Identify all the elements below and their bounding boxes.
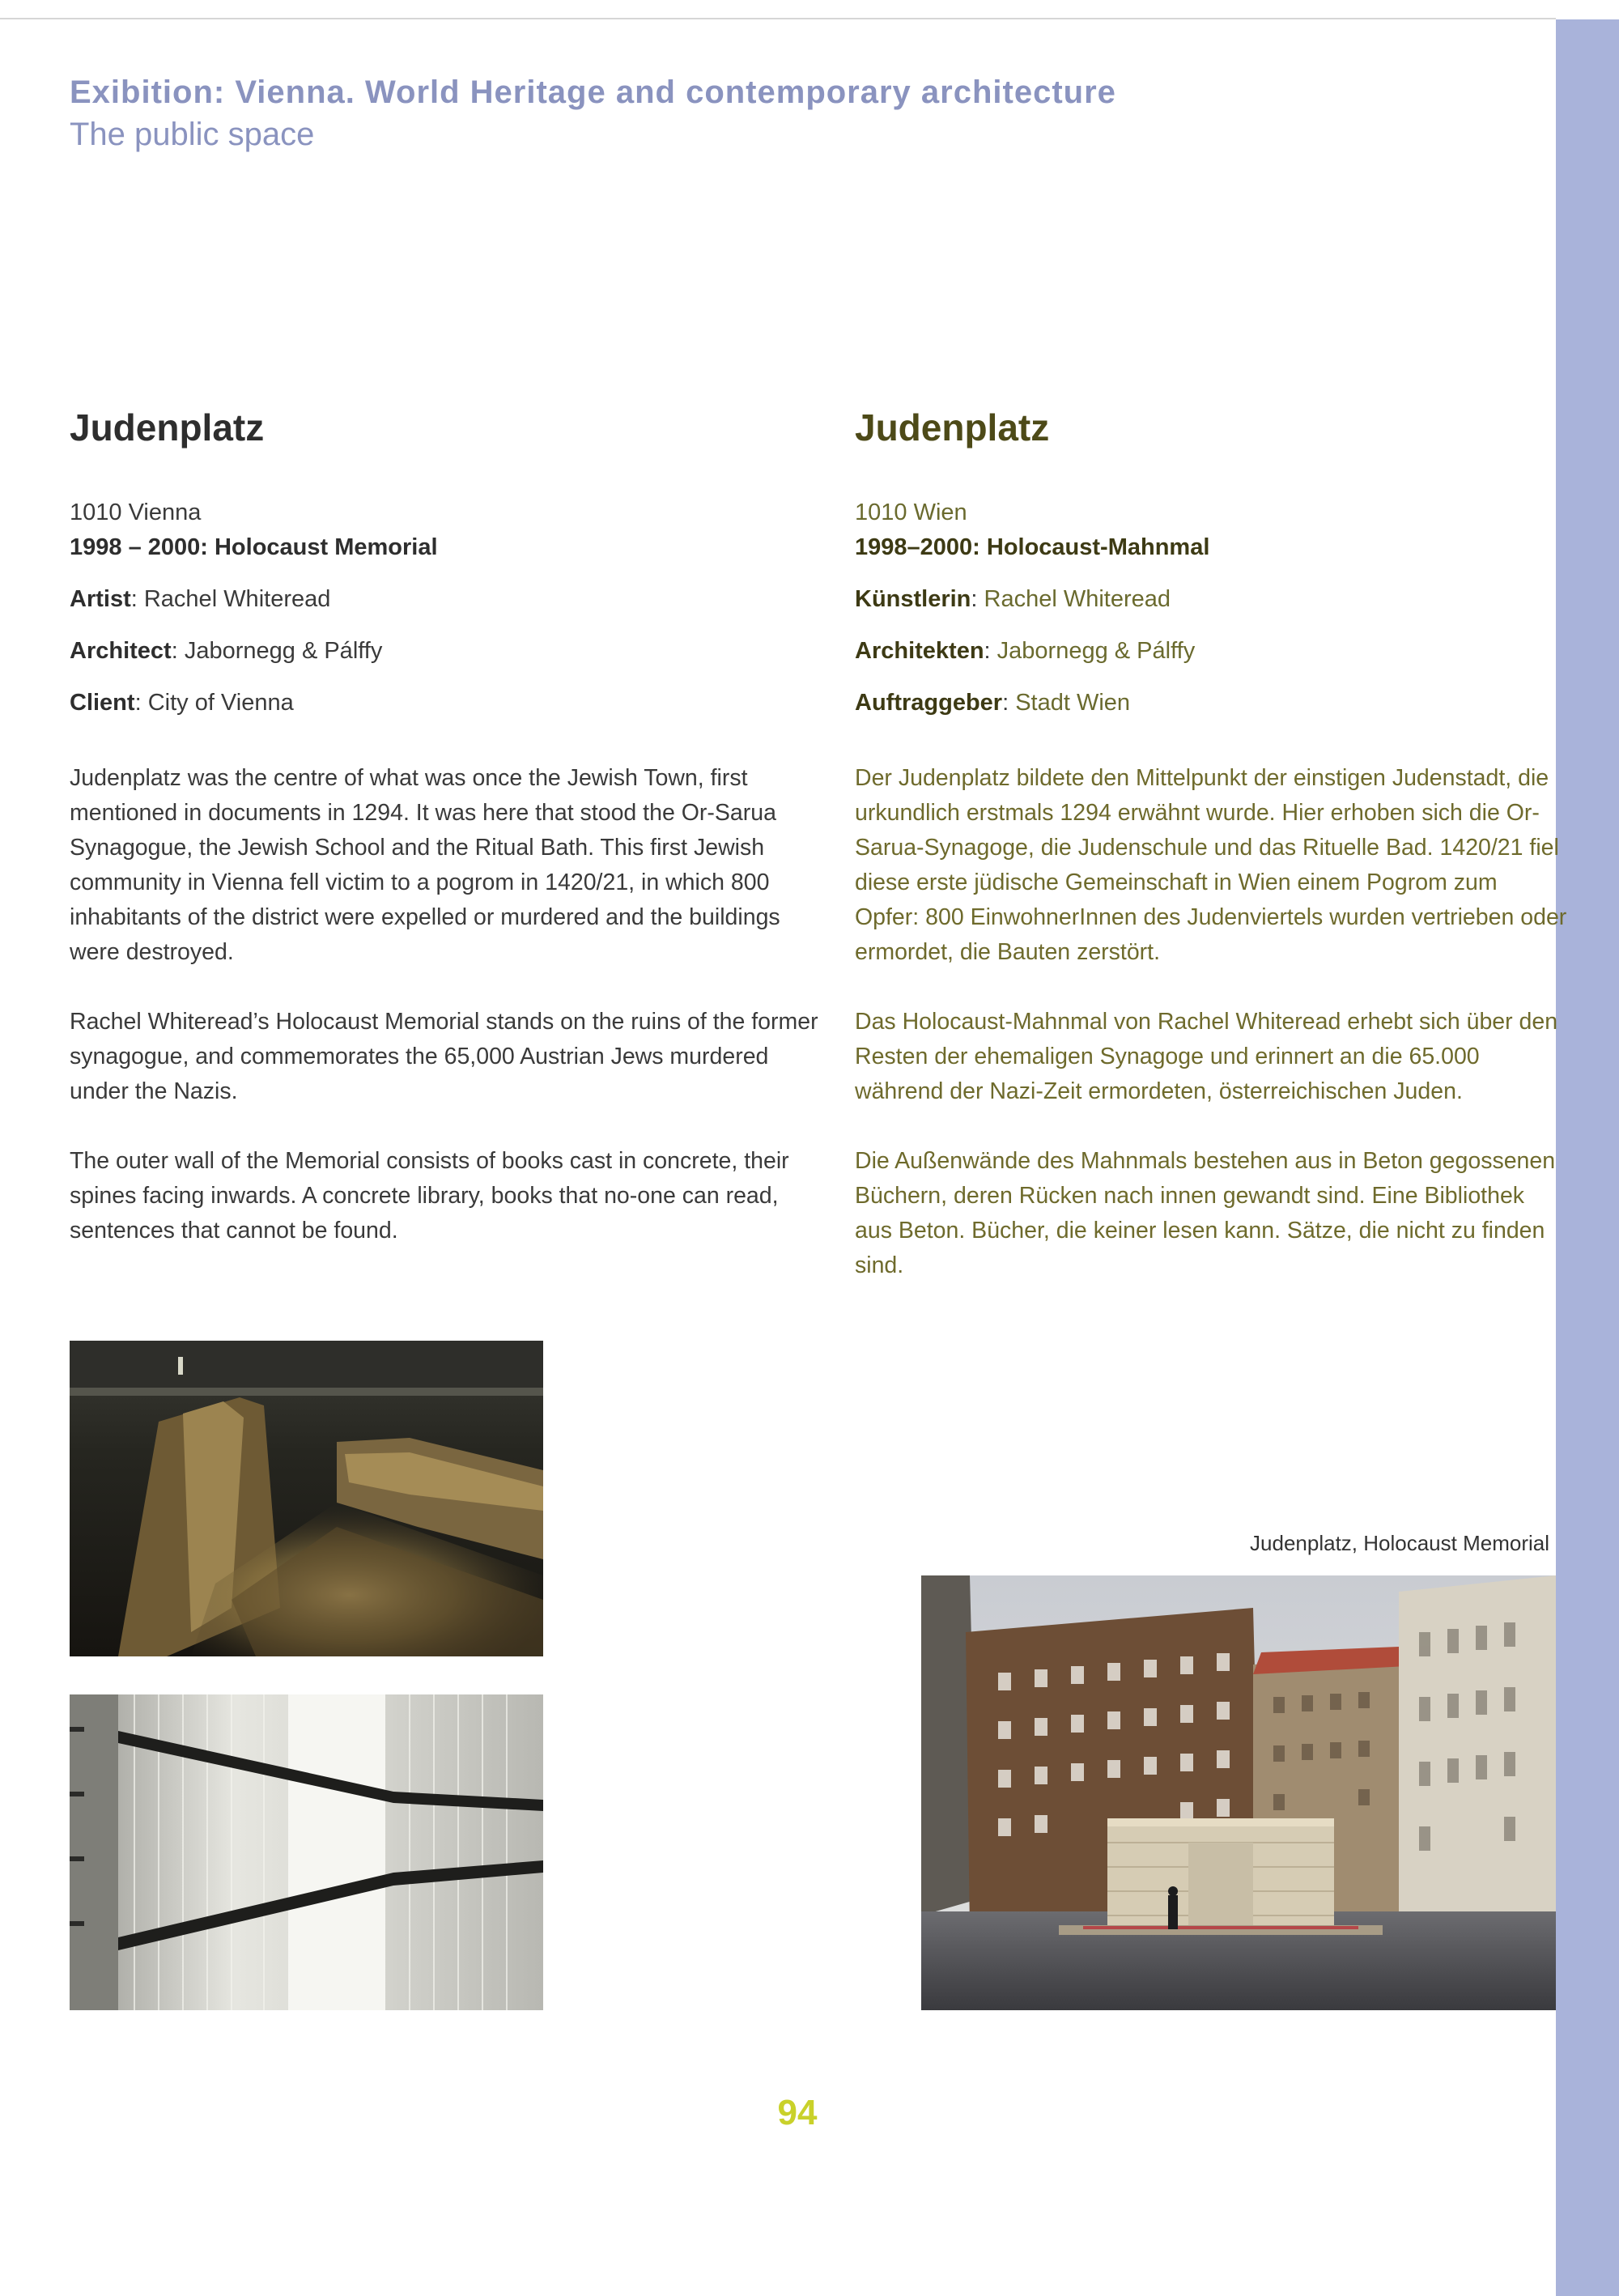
german-architect: Architekten: Jabornegg & Pálffy bbox=[855, 638, 1196, 664]
artist-value: Rachel Whiteread bbox=[143, 586, 331, 612]
english-paragraph-3: The outer wall of the Memorial consists of books cast in concrete, their spines facing inwards. A concrete library, books that no-one can read, sentences that cannot be found. bbox=[70, 1148, 789, 1244]
section-subtitle: The public space bbox=[70, 117, 315, 152]
german-artist: Künstlerin: Rachel Whiteread bbox=[855, 586, 1171, 612]
kuenstlerin-label: Künstlerin bbox=[855, 586, 971, 612]
architekten-value: Jabornegg & Pálffy bbox=[996, 638, 1196, 664]
exhibition-title: Exibition: Vienna. World Heritage and contemporary architecture bbox=[70, 74, 1116, 110]
ruins-photo bbox=[70, 1341, 543, 1656]
top-rule bbox=[0, 18, 1556, 19]
english-address: 1010 Vienna bbox=[70, 500, 202, 525]
page-header bbox=[70, 71, 1116, 155]
architect-label: Architect bbox=[70, 638, 172, 664]
german-column bbox=[855, 402, 1567, 1283]
auftraggeber-label: Auftraggeber bbox=[855, 690, 1003, 716]
german-dates: 1998–2000: Holocaust-Mahnmal bbox=[855, 534, 1210, 560]
english-column bbox=[70, 402, 818, 1248]
english-artist: Artist: Rachel Whiteread bbox=[70, 586, 331, 612]
architekten-label: Architekten bbox=[855, 638, 984, 664]
english-architect: Architect: Jabornegg & Pálffy bbox=[70, 638, 383, 664]
german-paragraph-1: Der Judenplatz bildete den Mittelpunkt der einstigen Judenstadt, die urkundlich erstmals 1294 erwähnt wurde. Hier erhoben sich die Or-Sarua-Synagoge, die Judenschule und das Rituelle Bad. 1420/21 fiel diese erste jüdische Gemeinschaft in Wien einem Pogrom zum Opfer: 800 EinwohnerInnen des Judenviertels wurden vertrieben oder ermordet, die Bauten zerstört. bbox=[855, 765, 1567, 965]
german-client: Auftraggeber: Stadt Wien bbox=[855, 690, 1131, 716]
english-paragraph-1: Judenplatz was the centre of what was once the Jewish Town, first mentioned in documents in 1294. It was here that stood the Or-Sarua Synagogue, the Jewish School and the Ritual Bath. This first Jewish community in Vienna fell victim to a pogrom in 1420/21, in which 800 inhabitants of the district were expelled or murdered and the buildings were destroyed. bbox=[70, 765, 780, 965]
auftraggeber-value: Stadt Wien bbox=[1015, 690, 1131, 716]
german-address: 1010 Wien bbox=[855, 500, 967, 525]
english-dates: 1998 – 2000: Holocaust Memorial bbox=[70, 534, 438, 560]
client-label: Client bbox=[70, 690, 135, 716]
page-number: 94 bbox=[777, 2093, 818, 2132]
concrete-books-photo bbox=[70, 1694, 543, 2010]
english-heading: Judenplatz bbox=[70, 406, 265, 449]
german-heading: Judenplatz bbox=[855, 406, 1050, 449]
german-paragraph-2: Das Holocaust-Mahnmal von Rachel Whiteread erhebt sich über den Resten der ehemaligen Synagoge und erinnert an die 65.000 während der Nazi-Zeit ermordeten, österreichischen Juden. bbox=[855, 1009, 1558, 1104]
english-paragraph-2: Rachel Whiteread’s Holocaust Memorial stands on the ruins of the former synagogue, and commemorates the 65,000 Austrian Jews murdered under the Nazis. bbox=[70, 1009, 818, 1104]
artist-label: Artist bbox=[70, 586, 131, 612]
judenplatz-square-photo bbox=[921, 1575, 1556, 2010]
german-paragraph-3: Die Außenwände des Mahnmals bestehen aus in Beton gegossenen Büchern, deren Rücken nach innen gewandt sind. Eine Bibliothek aus Beton. Bücher, die keiner lesen kann. Sätze, die nicht zu finden sind. bbox=[855, 1148, 1556, 1278]
architect-value: Jabornegg & Pálffy bbox=[184, 638, 383, 664]
client-value: City of Vienna bbox=[147, 690, 294, 716]
kuenstlerin-value: Rachel Whiteread bbox=[984, 586, 1171, 612]
english-client: Client: City of Vienna bbox=[70, 690, 294, 716]
photo-caption: Judenplatz, Holocaust Memorial bbox=[1250, 1531, 1549, 1555]
